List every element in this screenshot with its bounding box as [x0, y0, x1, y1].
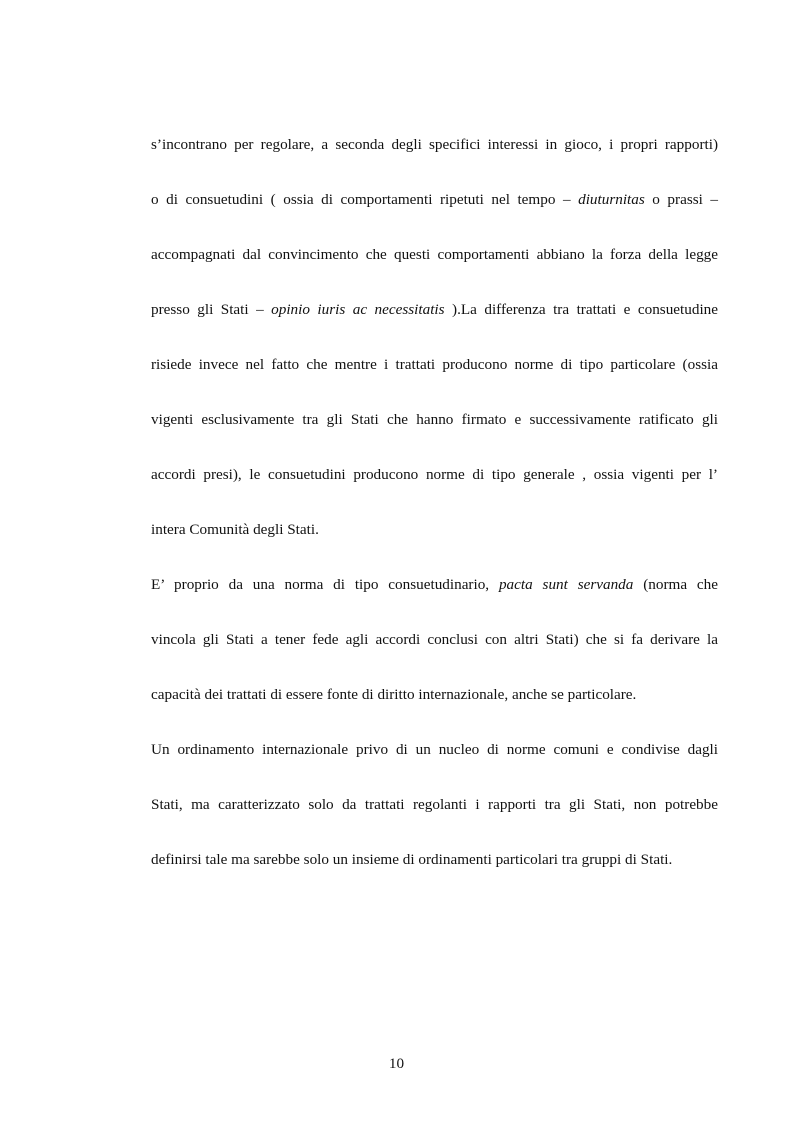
text-segment: (norma che — [633, 576, 718, 593]
text-segment: o di consuetudini ( ossia di comportamenti ripetuti nel tempo – — [151, 191, 579, 208]
text-line — [151, 241, 718, 268]
text-line — [151, 571, 718, 598]
text-line — [151, 406, 718, 433]
text-line — [151, 791, 718, 818]
text-segment: Un ordinamento internazionale privo di un nucleo di norme comuni e condivise dagli — [151, 741, 718, 758]
text-segment: s’incontrano per regolare, a seconda degli specifici interessi in gioco, i propri rapporti) — [151, 136, 718, 153]
text-segment: Stati, ma caratterizzato solo da trattati regolanti i rapporti tra gli Stati, non potrebbe — [151, 796, 718, 813]
text-line — [151, 681, 718, 708]
text-segment: risiede invece nel fatto che mentre i trattati producono norme di tipo particolare (ossia — [151, 356, 718, 373]
text-segment: vincola gli Stati a tener fede agli accordi conclusi con altri Stati) che si fa derivare la — [151, 631, 718, 648]
italic-term: pacta sunt servanda — [498, 576, 634, 593]
text-segment: presso gli Stati – — [151, 301, 272, 318]
italic-term: diuturnitas — [578, 191, 645, 208]
text-line — [151, 296, 718, 323]
text-line — [151, 736, 718, 763]
text-segment: ).La differenza tra trattati e consuetudine — [444, 301, 719, 318]
text-line — [151, 351, 718, 378]
text-segment: accordi presi), le consuetudini producono norme di tipo generale , ossia vigenti per l’ — [151, 466, 718, 483]
text-segment: o prassi – — [644, 191, 718, 208]
text-segment: capacità dei trattati di essere fonte di diritto internazionale, anche se particolare. — [151, 686, 637, 703]
text-segment: definirsi tale ma sarebbe solo un insieme di ordinamenti particolari tra gruppi di Stati. — [151, 851, 673, 868]
text-line — [151, 186, 718, 213]
text-segment: accompagnati dal convincimento che questi comportamenti abbiano la forza della legge — [151, 246, 718, 263]
text-segment: intera Comunità degli Stati. — [151, 521, 319, 538]
italic-term: opinio iuris ac necessitatis — [271, 301, 445, 318]
text-line — [151, 846, 718, 873]
text-line — [151, 461, 718, 488]
text-line — [151, 626, 718, 653]
body-text — [151, 131, 718, 901]
text-line — [151, 516, 718, 543]
page-number: 10 — [388, 1055, 405, 1072]
text-segment: E’ proprio da una norma di tipo consuetudinario, — [151, 576, 499, 593]
text-line — [151, 131, 718, 158]
text-segment: vigenti esclusivamente tra gli Stati che hanno firmato e successivamente ratificato gli — [151, 411, 718, 428]
